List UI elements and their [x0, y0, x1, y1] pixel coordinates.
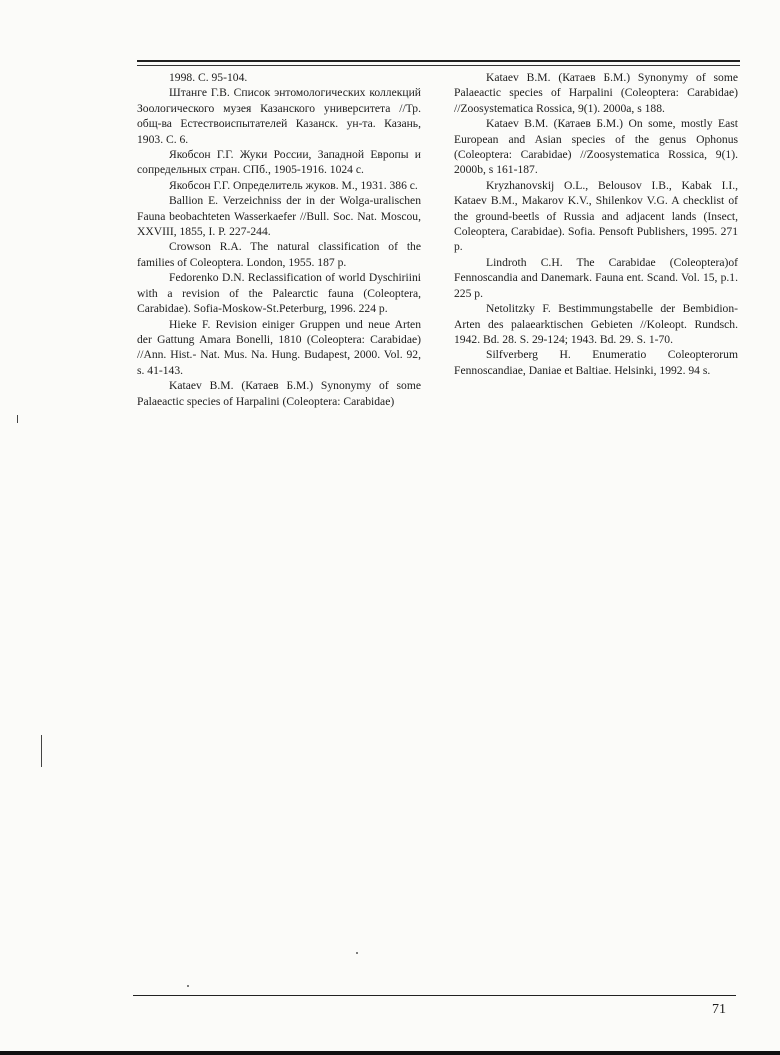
reference-entry: Fedorenko D.N. Reclassification of world Dyschiriini with a revision of the Palearctic fauna (Coleoptera, Carabidae). Sofia-Moskow-St.Peterburg, 1996. 224 p. [137, 271, 421, 316]
reference-entry: Ballion E. Verzeichniss der in der Wolga-uralischen Fauna beobachteten Wasserkaefer //Bull. Soc. Nat. Moscou, XXVIII, 1855, I. P. 227-244. [137, 194, 421, 239]
scan-speck [187, 985, 189, 987]
reference-entry: Lindroth C.H. The Carabidae (Coleoptera)of Fennoscandia and Danemark. Fauna ent. Scand. Vol. 15, p.1. 225 p. [454, 255, 738, 300]
header-rule-thick [137, 60, 740, 62]
page-number: 71 [712, 1002, 726, 1017]
scan-artifact [17, 415, 18, 423]
reference-entry: Silfverberg H. Enumeratio Coleopterorum Fennoscandiae, Daniae et Baltiae. Helsinki, 1992. 94 s. [454, 348, 738, 377]
reference-entry: Kataev B.M. (Катаев Б.М.) Synonymy of some Palaeactic species of Harpalini (Coleoptera: Carabidae) [137, 379, 421, 408]
scan-artifact [41, 735, 42, 767]
reference-entry: Якобсон Г.Г. Определитель жуков. М., 1931. 386 с. [169, 178, 418, 192]
reference-entry: Hieke F. Revision einiger Gruppen und neue Arten der Gattung Amara Bonelli, 1810 (Coleoptera: Carabidae) //Ann. Hist.- Nat. Mus. Na. Hung. Budapest, 2000. Vol. 92, s. 41-143. [137, 317, 421, 377]
scan-edge [0, 1051, 780, 1055]
references-right-column [454, 70, 738, 378]
reference-entry: Kryzhanovskij O.L., Belousov I.B., Kabak I.I., Kataev B.M., Makarov K.V., Shilenkov V.G. A checklist of the ground-beetls of Russia and adjacent lands (Insect, Coleoptera, Carabidae). Sofia. Pensoft Publishers, 1995. 271 p. [454, 178, 738, 254]
scan-speck [356, 952, 358, 954]
reference-entry: Kataev B.M. (Катаев Б.М.) On some, mostly East European and Asian species of the genus Ophonus (Coleoptera: Carabidae) //Zoosystematica Rossica, 9(1). 2000b, s 161-187. [454, 117, 738, 177]
reference-entry: Якобсон Г.Г. Жуки России, Западной Европы и сопредельных стран. СПб., 1905-1916. 1024 с. [137, 148, 421, 177]
footer-rule [133, 995, 736, 996]
reference-entry: Crowson R.A. The natural classification of the families of Coleoptera. London, 1955. 187 p. [137, 240, 421, 269]
header-rule-thin [137, 65, 740, 66]
reference-entry: 1998. С. 95-104. [169, 71, 248, 84]
reference-entry: Kataev B.M. (Катаев Б.М.) Synonymy of some Palaeactic species of Harpalini (Coleoptera: Carabidae) //Zoosystematica Rossica, 9(1). 2000a, s 188. [454, 71, 738, 115]
references-left-column [137, 70, 421, 409]
reference-entry: Штанге Г.В. Список энтомологических коллекций Зоологического музея Казанского университета //Тр. общ-ва Естествоиспытателей Казанск. ун-та. Казань, 1903. С. 6. [137, 86, 421, 146]
reference-entry: Netolitzky F. Bestimmungstabelle der Bembidion-Arten des palaearktischen Gebieten //Koleopt. Rundsch. 1942. Bd. 28. S. 29-124; 1943. Bd. 29. S. 1-70. [454, 302, 738, 346]
